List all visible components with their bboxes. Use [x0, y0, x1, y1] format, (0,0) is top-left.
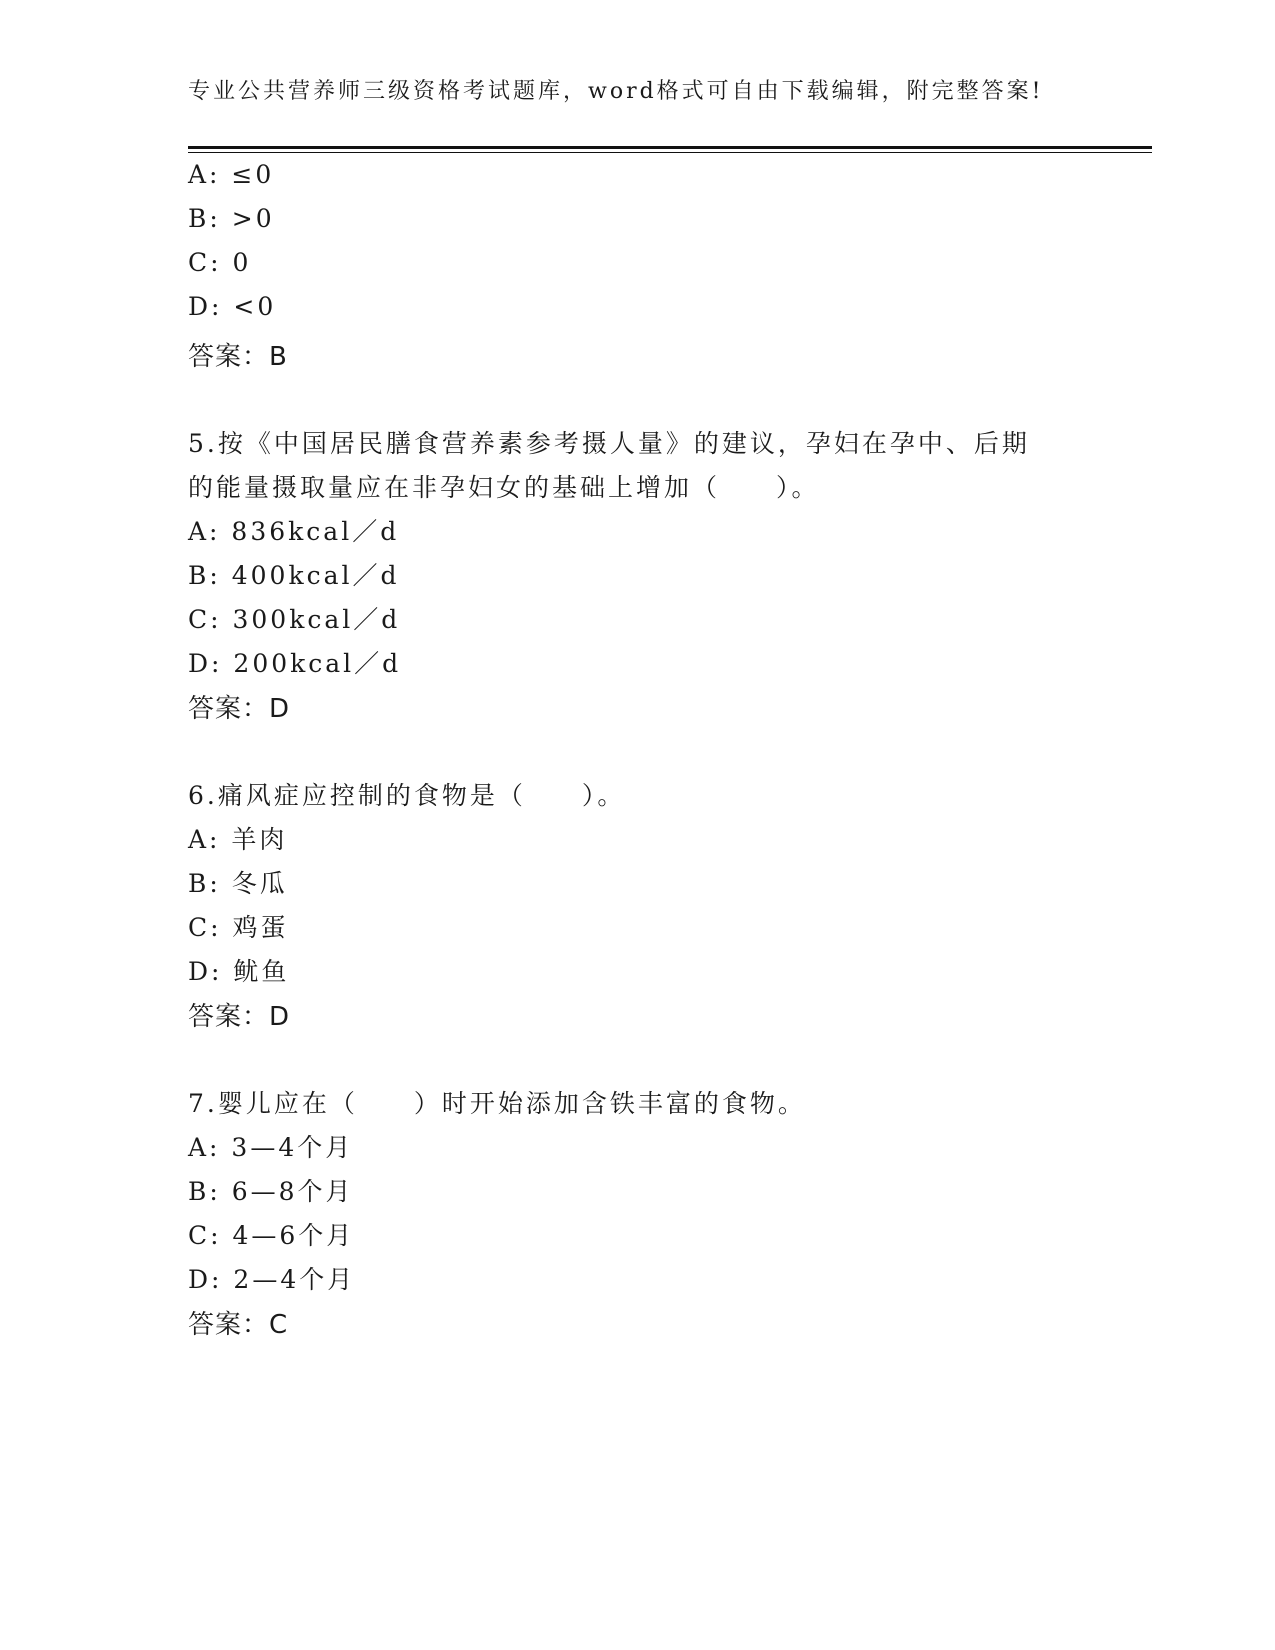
q6-option-a: A: 羊肉 — [188, 825, 288, 854]
header-rule-thick — [188, 146, 1152, 149]
q5-option-c: C: 300kcal／d — [188, 605, 401, 634]
header-rule-thin — [188, 152, 1152, 153]
q7-option-c: C: 4—6个月 — [188, 1221, 355, 1250]
q5-answer: 答案：D — [188, 694, 291, 724]
q7-option-d: D: 2—4个月 — [188, 1265, 356, 1294]
q4-option-a: A: ≤0 — [188, 160, 275, 189]
q5-option-b: B: 400kcal／d — [188, 561, 400, 590]
q4-option-b: B: >0 — [188, 204, 275, 233]
q6-option-b: B: 冬瓜 — [188, 869, 288, 898]
q7-stem: 7.婴儿应在（ ）时开始添加含铁丰富的食物。 — [188, 1089, 806, 1118]
q4-option-d: D: <0 — [188, 292, 277, 321]
q6-stem: 6.痛风症应控制的食物是（ ）。 — [188, 781, 626, 810]
page-header: 专业公共营养师三级资格考试题库，word格式可自由下载编辑，附完整答案! — [188, 79, 1044, 104]
q7-option-a: A: 3—4个月 — [188, 1133, 354, 1162]
q5-option-a: A: 836kcal／d — [188, 517, 400, 546]
q5-option-d: D: 200kcal／d — [188, 649, 402, 678]
q6-option-c: C: 鸡蛋 — [188, 913, 289, 942]
q5-stem-line1: 5.按《中国居民膳食营养素参考摄人量》的建议，孕妇在孕中、后期 — [188, 429, 1030, 458]
q4-answer: 答案：B — [188, 342, 288, 372]
q6-answer: 答案：D — [188, 1002, 291, 1032]
q7-answer: 答案：C — [188, 1310, 289, 1340]
q7-option-b: B: 6—8个月 — [188, 1177, 354, 1206]
q6-option-d: D: 鱿鱼 — [188, 957, 290, 986]
q5-stem-line2: 的能量摄取量应在非孕妇女的基础上增加（ ）。 — [188, 473, 820, 502]
q4-option-c: C: 0 — [188, 248, 252, 277]
